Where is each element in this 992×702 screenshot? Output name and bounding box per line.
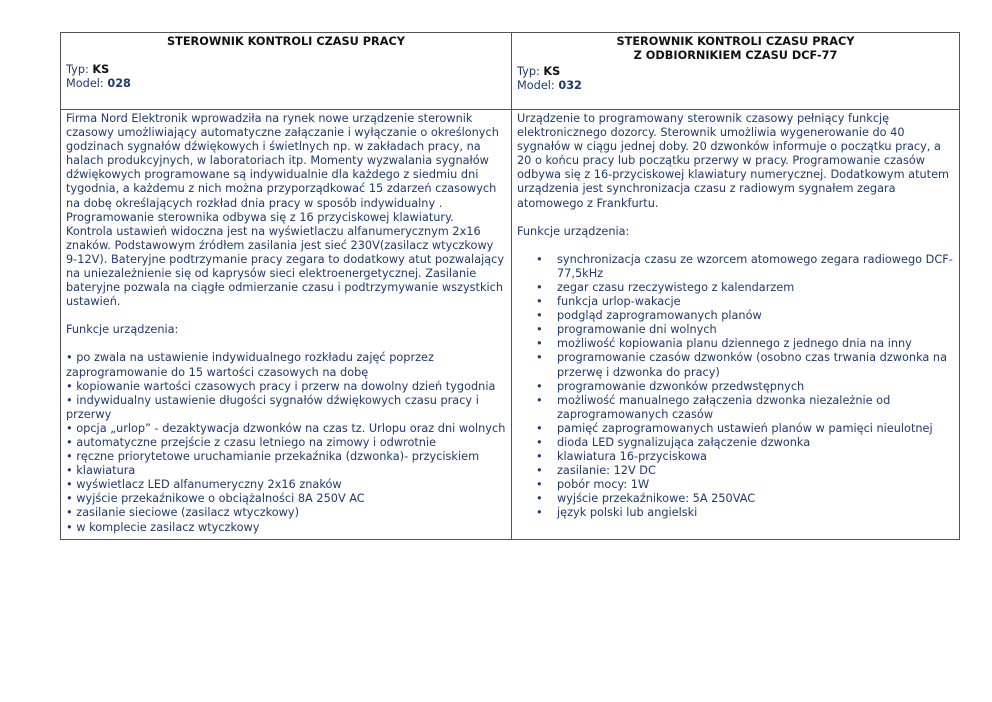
left-typ-label: Typ: — [66, 63, 89, 77]
list-item: • programowanie czasów dzwonków (osobno czas trwania dzwonka na przerwę i dzwonka do pracy) — [557, 351, 954, 379]
list-item: • wyjście przekaźnikowe o obciążalności 8A 250V AC — [66, 492, 506, 506]
left-model-label: Model: — [66, 77, 104, 91]
list-item: • wyjście przekaźnikowe: 5A 250VAC — [557, 492, 954, 506]
list-item: • synchronizacja czasu ze wzorcem atomowego zegara radiowego DCF-77,5kHz — [557, 253, 954, 281]
list-item: • programowanie dni wolnych — [557, 323, 954, 337]
list-item: • po zwala na ustawienie indywidualnego rozkładu zajęć poprzez zaprogramowanie do 15 wartości czasowych na dobę — [66, 351, 506, 379]
right-title-line2: Z ODBIORNIKIEM CZASU DCF-77 — [633, 49, 838, 63]
left-functions-heading: Funkcje urządzenia: — [66, 323, 179, 337]
left-body-cell — [61, 110, 512, 540]
left-model-value: 028 — [107, 77, 131, 91]
right-typ-value: KS — [543, 65, 561, 79]
right-title-line1: STEROWNIK KONTROLI CZASU PRACY — [616, 35, 855, 48]
body-row — [61, 110, 960, 540]
list-item: • zegar czasu rzeczywistego z kalendarzem — [557, 281, 954, 295]
list-item: • zasilanie sieciowe (zasilacz wtyczkowy) — [66, 506, 506, 520]
list-item: • wyświetlacz LED alfanumeryczny 2x16 znaków — [66, 478, 506, 492]
list-item: • programowanie dzwonków przedwstępnych — [557, 380, 954, 394]
left-title: STEROWNIK KONTROLI CZASU PRACY — [167, 35, 405, 48]
list-item: • funkcja urlop-wakacje — [557, 295, 954, 309]
list-item: • kopiowanie wartości czasowych pracy i przerw na dowolny dzień tygodnia — [66, 380, 506, 394]
left-typ-value: KS — [92, 63, 110, 77]
right-typ — [517, 65, 954, 79]
right-model-value: 032 — [558, 79, 582, 93]
list-item: • ręczne priorytetowe uruchamianie przekaźnika (dzwonka)- przyciskiem — [66, 450, 506, 464]
list-item: • możliwość manualnego załączenia dzwonka niezależnie od zaprogramowanych czasów — [557, 394, 954, 422]
list-item: • język polski lub angielski — [557, 506, 954, 520]
right-body-cell — [512, 110, 960, 540]
list-item: • pamięć zaprogramowanych ustawień planów w pamięci nieulotnej — [557, 422, 954, 436]
list-item: • zasilanie: 12V DC — [557, 464, 954, 478]
list-item: • pobór mocy: 1W — [557, 478, 954, 492]
right-header-cell — [512, 33, 960, 110]
list-item: • klawiatura — [66, 464, 506, 478]
header-row — [61, 33, 960, 110]
left-intro-paragraph-2: Kontrola ustawień widoczna jest na wyświetlaczu alfanumerycznym 2x16 znaków. Podstawowym źródłem zasilania jest sieć 230V(zasilacz wtyczkowy 9-12V). Bateryjne podtrzymanie pracy zegara to dodatkowy atut pozwalający na uniezależnienie się od kaprysów sieci elektroenergetycznej. Zasilanie bateryjne pozwala na ciągłe odmierzanie czasu i podtrzymywanie wszystkich ustawień. — [66, 224, 505, 309]
list-item: • klawiatura 16-przyciskowa — [557, 450, 954, 464]
list-item: • w komplecie zasilacz wtyczkowy — [66, 521, 506, 535]
right-model-label: Model: — [517, 79, 555, 93]
list-item: • podgląd zaprogramowanych planów — [557, 309, 954, 323]
spec-table — [60, 32, 960, 540]
right-functions-list — [517, 253, 954, 521]
left-functions-list — [66, 351, 506, 534]
left-typ — [66, 63, 506, 77]
left-header-cell — [61, 33, 512, 110]
right-model — [517, 79, 954, 93]
list-item: • możliwość kopiowania planu dziennego z jednego dnia na inny — [557, 337, 954, 351]
right-functions-heading: Funkcje urządzenia: — [517, 224, 630, 238]
left-intro-paragraph-1: Firma Nord Elektronik wprowadziła na rynek nowe urządzenie sterownik czasowy umożliwiający automatyczne załączanie i wyłączanie o określonych godzinach sygnałów dźwiękowych i świetlnych np. w zakładach pracy, na halach produkcyjnych, w laboratoriach itp. Momenty wyzwalania sygnałów dźwiękowych programowane są indywidualnie dla każdego z siedmiu dni tygodnia, a każdemu z nich można przyporządkować 15 zdarzeń czasowych na dobę określających rozkład dnia pracy w sposób indywidualny . Programowanie sterownika odbywa się z 16 przyciskowej klawiatury. — [66, 112, 499, 224]
left-model — [66, 77, 506, 91]
list-item: • indywidualny ustawienie długości sygnałów dźwiękowych czasu pracy i przerwy — [66, 394, 506, 422]
right-typ-label: Typ: — [517, 65, 540, 79]
list-item: • dioda LED sygnalizująca załączenie dzwonka — [557, 436, 954, 450]
list-item: • automatyczne przejście z czasu letniego na zimowy i odwrotnie — [66, 436, 506, 450]
right-intro-paragraph: Urządzenie to programowany sterownik czasowy pełniący funkcję elektronicznego dozorcy. Sterownik umożliwia wygenerowanie do 40 sygnałów w ciągu jednej doby. 20 dzwonków informuje o początku pracy, a 20 o końcu pracy lub początku przerwy w pracy. Programowanie czasów odbywa się z 16-przyciskowej klawiatury numerycznej. Dodatkowym atutem urządzenia jest synchronizacja czasu z radiowym sygnałem zegara atomowego z Frankfurtu. — [517, 112, 950, 210]
list-item: • opcja „urlop” - dezaktywacja dzwonków na czas tz. Urlopu oraz dni wolnych — [66, 422, 506, 436]
